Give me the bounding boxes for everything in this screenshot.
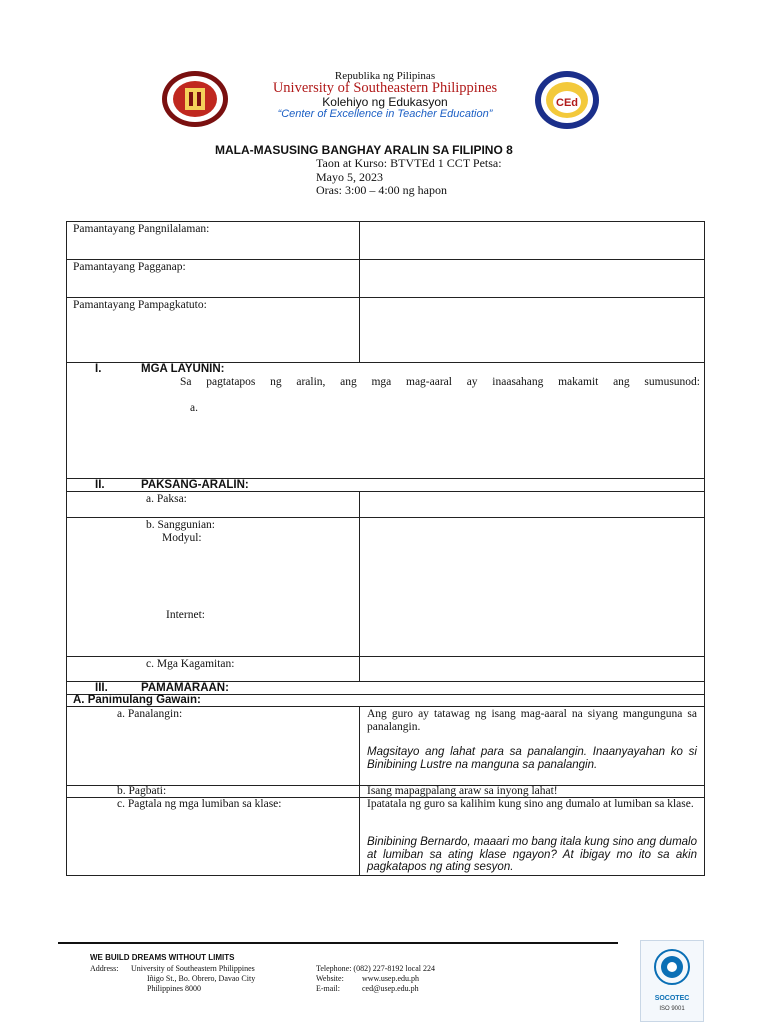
address-line-1: University of Southeastern Philippines	[131, 964, 255, 973]
internet-label: Internet:	[166, 609, 205, 621]
time-info: Oras: 3:00 – 4:00 ng hapon	[316, 183, 447, 197]
pagbati-text: Isang mapagpalang araw sa inyong lahat!	[367, 785, 558, 797]
college-name: Kolehiyo ng Edukasyon	[322, 95, 448, 109]
college-seal-logo	[533, 70, 601, 130]
college-motto: “Center of Excellence in Teacher Education”	[277, 108, 493, 120]
iso-label: ISO 9001	[659, 1006, 685, 1012]
document-title: MALA-MASUSING BANGHAY ARALIN SA FILIPINO 8	[215, 143, 513, 157]
pamantayang-pampagkatuto-label: Pamantayang Pampagkatuto:	[73, 299, 207, 311]
section-1-title: MGA LAYUNIN:	[141, 363, 225, 375]
kagamitan-label: c. Mga Kagamitan:	[146, 658, 235, 670]
republic-line: Republika ng Pilipinas	[334, 70, 436, 82]
address-line-2: Iñigo St., Bo. Obrero, Davao City	[147, 974, 256, 983]
footer-slogan: WE BUILD DREAMS WITHOUT LIMITS	[90, 953, 235, 962]
website-link[interactable]: www.usep.edu.ph	[362, 974, 420, 983]
pagtala-label: c. Pagtala ng mga lumiban sa klase:	[117, 798, 282, 810]
university-name: University of Southeastern Philippines	[272, 80, 498, 96]
iso-certification-badge	[640, 940, 704, 1022]
address-line-3: Philippines 8000	[147, 984, 202, 993]
panimulang-gawain-heading: A. Panimulang Gawain:	[73, 694, 201, 706]
panalangin-italic-text: Magsitayo ang lahat para sa panalangin. Inaanyayahan ko si Binibining Lustre na manguna sa panalangin.	[367, 746, 697, 771]
paksa-label: a. Paksa:	[146, 493, 187, 505]
college-seal-label: CEd	[556, 97, 578, 109]
modyul-label: Modyul:	[162, 532, 202, 544]
email-link[interactable]: ced@usep.edu.ph	[362, 984, 419, 993]
section-3-title: PAMAMARAAN:	[141, 682, 229, 694]
address-label: Address:	[90, 964, 119, 973]
telephone-line: Telephone: (082) 227-8192 local 224	[316, 964, 435, 973]
pamantayang-pangnilalaman-label: Pamantayang Pangnilalaman:	[73, 223, 210, 235]
footer-divider	[58, 942, 618, 944]
layunin-intro-text: Sa pagtatapos ng aralin, ang mga mag-aaral ay inaasahang makamit ang sumusunod:	[180, 376, 700, 388]
section-3-number: III.	[95, 682, 108, 694]
section-2-number: II.	[95, 479, 105, 491]
layunin-item-a: a.	[190, 402, 198, 414]
course-info: Taon at Kurso: BTVTEd 1 CCT Petsa:	[316, 156, 502, 170]
sanggunian-label: b. Sanggunian:	[146, 519, 215, 531]
pagbati-label: b. Pagbati:	[117, 785, 167, 797]
socotec-label: SOCOTEC	[654, 995, 690, 1002]
pamantayang-pagganap-label: Pamantayang Pagganap:	[73, 261, 186, 273]
section-1-number: I.	[95, 363, 102, 375]
panalangin-text: Ang guro ay tatawag ng isang mag-aaral na siyang mangunguna sa panalangin.	[367, 708, 697, 733]
pagtala-text: Ipatatala ng guro sa kalihim kung sino ang dumalo at lumiban sa klase.	[367, 798, 694, 810]
section-2-title: PAKSANG-ARALIN:	[141, 479, 249, 491]
email-label: E-mail:	[316, 984, 340, 993]
date-info: Mayo 5, 2023	[316, 170, 383, 184]
website-label: Website:	[316, 974, 344, 983]
socotec-logo-icon	[641, 941, 703, 991]
pagtala-italic-text: Binibining Bernardo, maaari mo bang itala kung sino ang dumalo at lumiban sa ating klase ngayon? At ibigay mo ito sa akin pagkatapos ng ating sesyon.	[367, 836, 697, 873]
panalangin-label: a. Panalangin:	[117, 708, 183, 720]
